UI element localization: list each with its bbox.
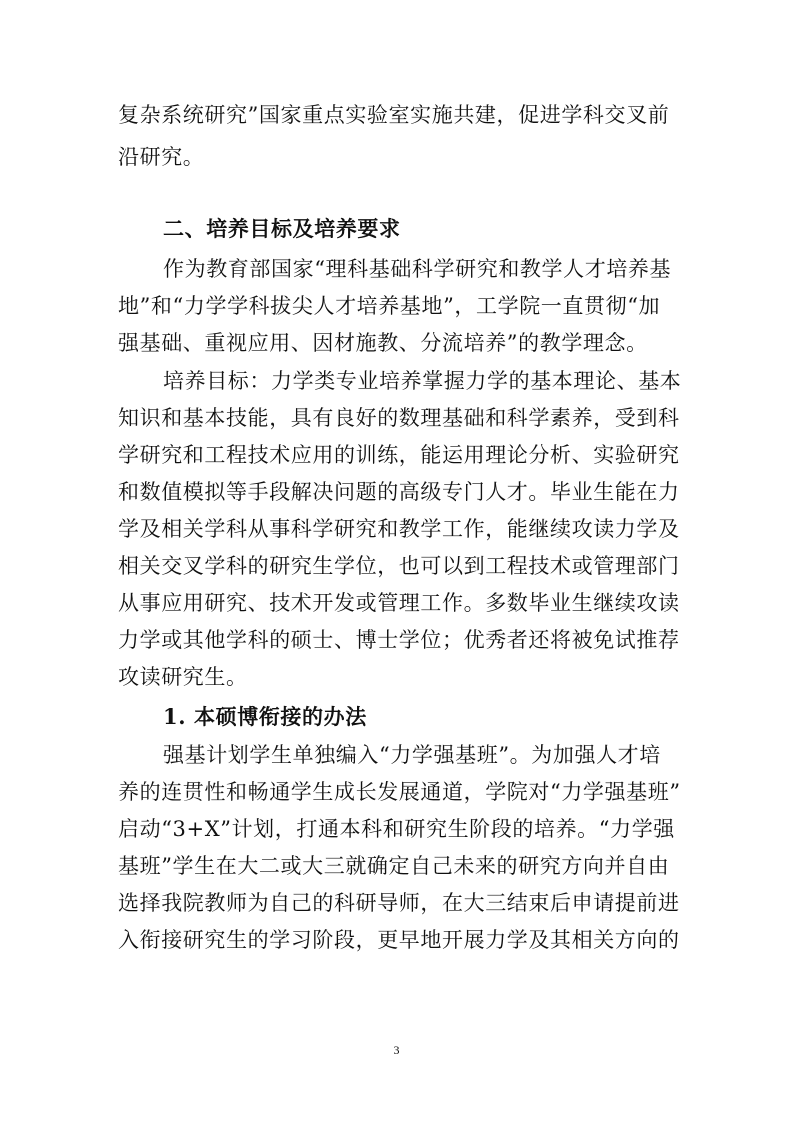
paragraph-line: 和数值模拟等手段解决问题的高级专门人才。毕业生能在力	[118, 480, 680, 504]
paragraph-line: 相关交叉学科的研究生学位，也可以到工程技术或管理部门	[118, 554, 680, 578]
paragraph-line: 培养目标：力学类专业培养掌握力学的基本理论、基本	[163, 369, 682, 393]
paragraph-line: 从事应用研究、技术开发或管理工作。多数毕业生继续攻读	[118, 591, 680, 615]
paragraph-line: 基班”学生在大二或大三就确定自己未来的研究方向并自由	[118, 854, 670, 878]
paragraph-line: 入衔接研究生的学习阶段，更早地开展力学及其相关方向的	[118, 928, 680, 952]
paragraph-line: 沿研究。	[118, 145, 205, 169]
paragraph-line: 选择我院教师为自己的科研导师，在大三结束后申请提前进	[118, 891, 680, 915]
paragraph-line: 强基础、重视应用、因材施教、分流培养”的教学理念。	[118, 331, 648, 355]
paragraph-line: 力学或其他学科的硕士、博士学位；优秀者还将被免试推荐	[118, 628, 680, 652]
paragraph-line: 学及相关学科从事科学研究和教学工作，能继续攻读力学及	[118, 517, 680, 541]
paragraph-line: 复杂系统研究”国家重点实验室实施共建，促进学科交叉前	[118, 103, 670, 127]
paragraph-line: 启动“3+X”计划，打通本科和研究生阶段的培养。“力学强	[118, 817, 675, 841]
paragraph-line: 强基计划学生单独编入“力学强基班”。为加强人才培	[163, 743, 661, 767]
subsection-heading: 1. 本硕博衔接的办法	[163, 704, 367, 729]
paragraph-line: 作为教育部国家“理科基础科学研究和教学人才培养基	[163, 257, 672, 281]
paragraph-line: 养的连贯性和畅通学生成长发展通道，学院对“力学强基班”	[118, 780, 681, 804]
paragraph-line: 地”和“力学学科拔尖人才培养基地”，工学院一直贯彻“加	[118, 294, 661, 318]
page-number: 3	[393, 1043, 400, 1057]
paragraph-line: 攻读研究生。	[118, 665, 248, 689]
section-heading: 二、培养目标及培养要求	[163, 216, 401, 241]
paragraph-line: 学研究和工程技术应用的训练，能运用理论分析、实验研究	[118, 443, 680, 467]
paragraph-line: 知识和基本技能，具有良好的数理基础和科学素养，受到科	[118, 406, 680, 430]
